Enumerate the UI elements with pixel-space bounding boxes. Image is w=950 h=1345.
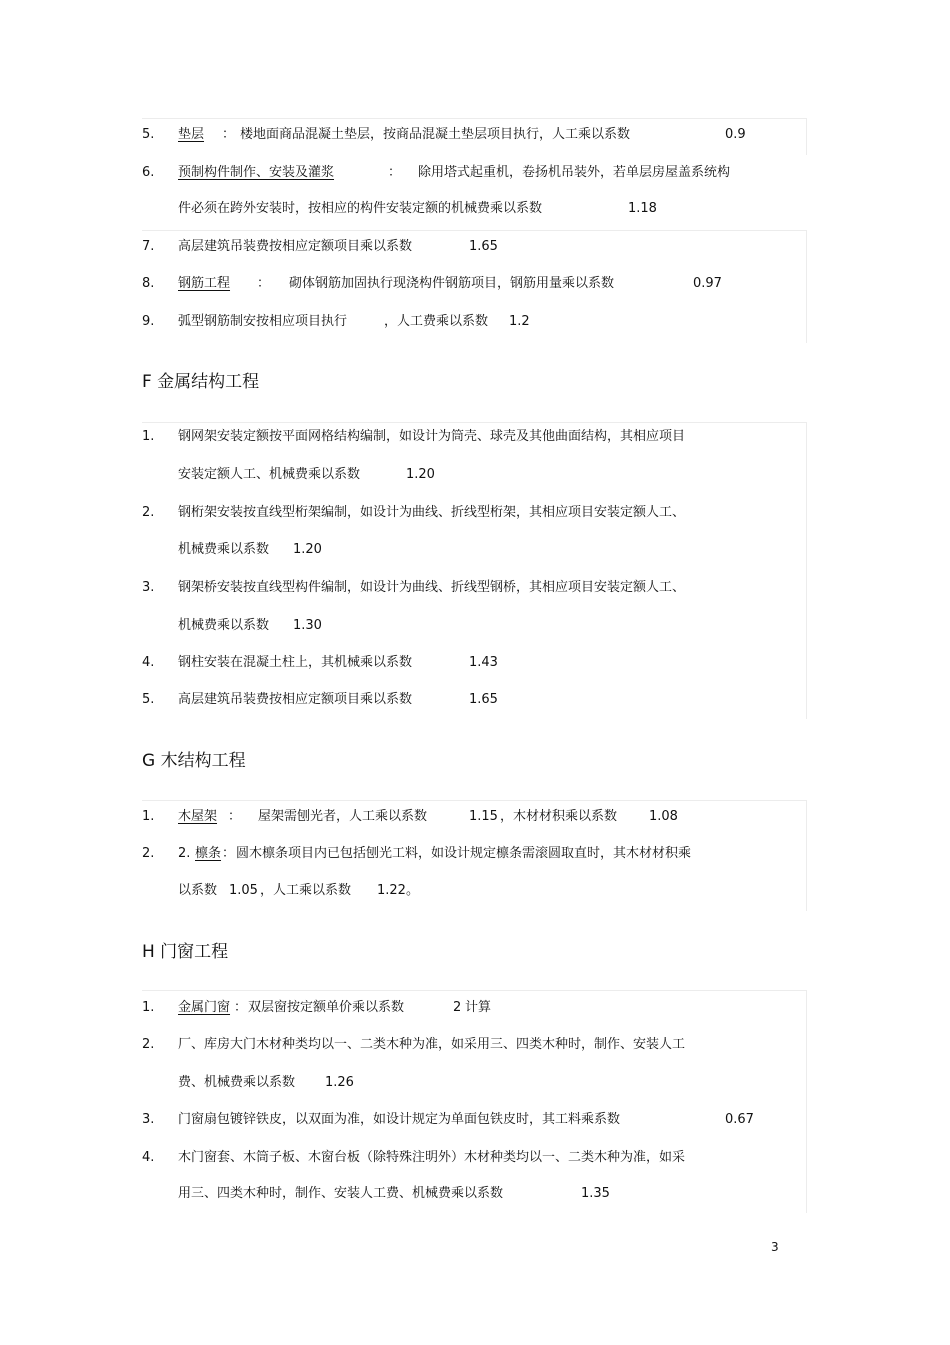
item-text-2: ，木材材积乘以系数 <box>500 809 618 824</box>
item-value: 1.65 <box>469 692 498 707</box>
list-item <box>0 428 950 446</box>
item-text: 弧型钢筋制安按相应项目执行 <box>178 314 348 329</box>
item-text: 砌体钢筋加固执行现浇构件钢筋项目，钢筋用量乘以系数 <box>289 276 615 291</box>
list-item <box>0 238 950 256</box>
list-item-continuation <box>0 882 950 900</box>
item-number: 5. <box>142 127 155 142</box>
item-number: 5. <box>142 692 155 707</box>
item-value: 1.43 <box>469 655 498 670</box>
item-number: 3. <box>142 580 155 595</box>
item-number: 4. <box>142 1150 155 1165</box>
item-text: 高层建筑吊装费按相应定额项目乘以系数 <box>178 239 413 254</box>
item-number: 1. <box>142 1000 155 1015</box>
item-number: 8. <box>142 276 155 291</box>
list-item <box>0 313 950 331</box>
item-value: 2 <box>453 1000 462 1015</box>
item-text-2: ，人工乘以系数 <box>260 883 352 898</box>
list-item <box>0 808 950 826</box>
item-value-2: 1.22 <box>377 883 406 898</box>
item-text: 木门窗套、木筒子板、木窗台板（除特殊注明外）木材种类均以一、二类木种为准，如采 <box>178 1150 686 1165</box>
list-item-continuation <box>0 200 950 218</box>
list-item <box>0 275 950 293</box>
item-value: 1.26 <box>325 1075 354 1090</box>
item-text: 安装定额人工、机械费乘以系数 <box>178 467 361 482</box>
item-sep: ： <box>222 846 236 861</box>
item-number: 2. <box>142 846 155 861</box>
page-number: 3 <box>771 1240 779 1254</box>
item-label: 木屋架 <box>178 809 218 824</box>
list-item-continuation <box>0 617 950 635</box>
list-item <box>0 845 950 863</box>
item-text: 高层建筑吊装费按相应定额项目乘以系数 <box>178 692 413 707</box>
item-label: 金属门窗 <box>178 1000 231 1015</box>
list-item-continuation <box>0 466 950 484</box>
section-g-heading: G 木结构工程 <box>142 751 246 771</box>
item-number: 9. <box>142 314 155 329</box>
item-text: 除用塔式起重机，卷扬机吊装外，若单层房屋盖系统构 <box>418 165 731 180</box>
list-item <box>0 164 950 182</box>
item-label: 檩条 <box>195 846 222 861</box>
item-tail: 计算 <box>465 1000 492 1015</box>
item-sep: ： <box>257 276 271 291</box>
list-item <box>0 654 950 672</box>
item-number: 4. <box>142 655 155 670</box>
item-text: 屋架需刨光者，人工乘以系数 <box>258 809 428 824</box>
item-tail: 。 <box>406 883 420 898</box>
section-f-heading: F 金属结构工程 <box>142 372 260 392</box>
item-text: 以系数 <box>178 883 218 898</box>
item-text-2: ，人工费乘以系数 <box>384 314 489 329</box>
item-text: 钢架桥安装按直线型构件编制，如设计为曲线、折线型钢桥，其相应项目安装定额人工、 <box>178 580 686 595</box>
list-item <box>0 504 950 522</box>
item-number: 7. <box>142 239 155 254</box>
list-item-continuation <box>0 1185 950 1203</box>
item-value: 1.30 <box>293 618 322 633</box>
list-item <box>0 579 950 597</box>
item-text: 机械费乘以系数 <box>178 618 270 633</box>
item-value: 1.20 <box>293 542 322 557</box>
list-item-continuation <box>0 1074 950 1092</box>
item-value: 0.9 <box>725 127 746 142</box>
item-prefix: 2. <box>178 846 191 861</box>
section-h-frame <box>142 990 807 1213</box>
item-text: 双层窗按定额单价乘以系数 <box>248 1000 405 1015</box>
item-label: 预制构件制作、安装及灌浆 <box>178 165 335 180</box>
item-value: 1.18 <box>628 201 657 216</box>
item-sep: ： <box>228 809 242 824</box>
item-text: 用三、四类木种时，制作、安装人工费、机械费乘以系数 <box>178 1186 504 1201</box>
item-number: 1. <box>142 809 155 824</box>
item-value: 0.97 <box>693 276 722 291</box>
item-text: 圆木檩条项目内已包括刨光工料，如设计规定檩条需滚圆取直时，其木材材积乘 <box>236 846 692 861</box>
item-text: 楼地面商品混凝土垫层，按商品混凝土垫层项目执行，人工乘以系数 <box>240 127 631 142</box>
item-sep: ： <box>234 1000 248 1015</box>
item-number: 6. <box>142 165 155 180</box>
item-number: 1. <box>142 429 155 444</box>
item-text: 钢柱安装在混凝土柱上，其机械乘以系数 <box>178 655 413 670</box>
list-item <box>0 999 950 1017</box>
item-sep: ： <box>388 165 402 180</box>
item-value: 1.15 <box>469 809 498 824</box>
item-value: 1.35 <box>581 1186 610 1201</box>
item-text: 厂、库房大门木材种类均以一、二类木种为准，如采用三、四类木种时，制作、安装人工 <box>178 1037 686 1052</box>
item-text: 门窗扇包镀锌铁皮，以双面为准，如设计规定为单面包铁皮时，其工料乘系数 <box>178 1112 621 1127</box>
list-item <box>0 1111 950 1129</box>
item-text: 费、机械费乘以系数 <box>178 1075 296 1090</box>
item-value: 1.2 <box>509 314 530 329</box>
item-value: 1.05 <box>229 883 258 898</box>
item-value-2: 1.08 <box>649 809 678 824</box>
item-label: 钢筋工程 <box>178 276 231 291</box>
list-item <box>0 126 950 144</box>
section-h-heading: H 门窗工程 <box>142 942 229 962</box>
item-text: 钢桁架安装按直线型桁架编制，如设计为曲线、折线型桁架，其相应项目安装定额人工、 <box>178 505 686 520</box>
item-text: 机械费乘以系数 <box>178 542 270 557</box>
list-item <box>0 1149 950 1167</box>
item-sep: ： <box>222 127 236 142</box>
item-value: 1.20 <box>406 467 435 482</box>
list-item-continuation <box>0 541 950 559</box>
item-value: 0.67 <box>725 1112 754 1127</box>
list-item <box>0 1036 950 1054</box>
item-number: 3. <box>142 1112 155 1127</box>
list-item <box>0 691 950 709</box>
item-label: 垫层 <box>178 127 205 142</box>
item-number: 2. <box>142 505 155 520</box>
item-text: 钢网架安装定额按平面网格结构编制，如设计为筒壳、球壳及其他曲面结构，其相应项目 <box>178 429 686 444</box>
item-text: 件必须在跨外安装时，按相应的构件安装定额的机械费乘以系数 <box>178 201 543 216</box>
item-number: 2. <box>142 1037 155 1052</box>
item-value: 1.65 <box>469 239 498 254</box>
